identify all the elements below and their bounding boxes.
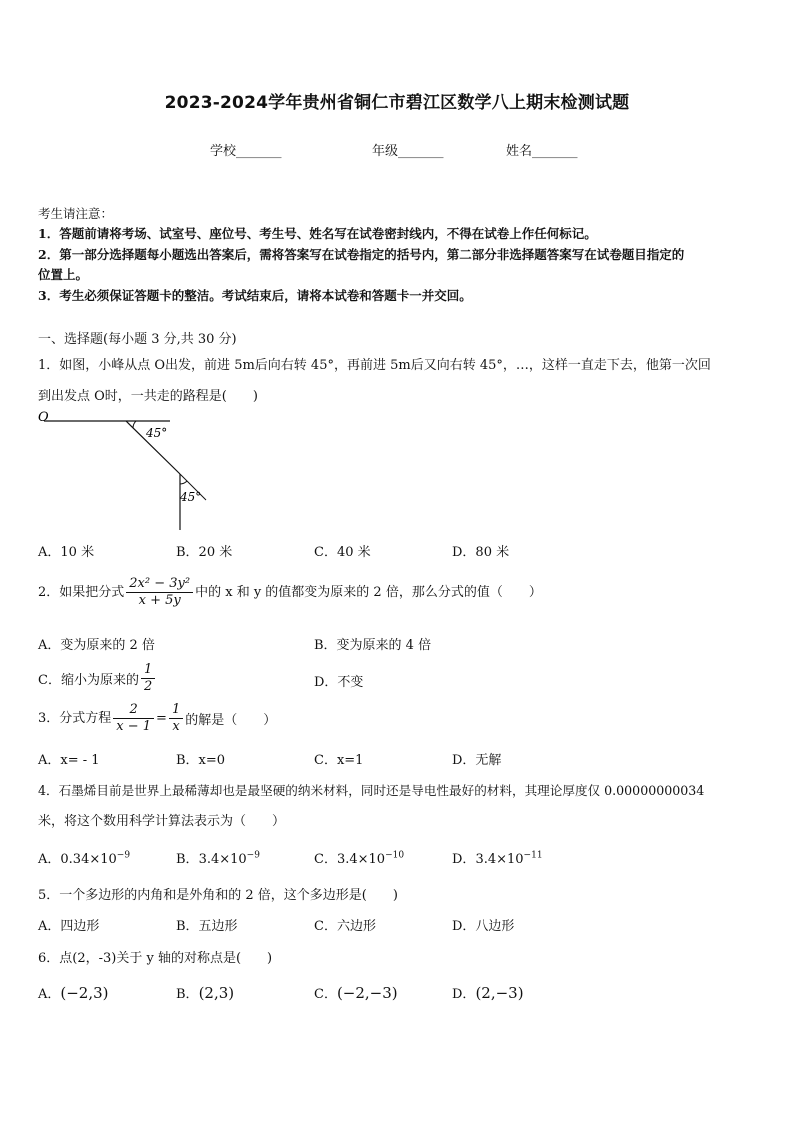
angle-arc-1 xyxy=(133,421,136,428)
q4-option-d xyxy=(452,848,543,867)
q4-stem: 米，将这个数用科学计算法表示为（ ） xyxy=(38,814,286,829)
q3-right-num: 1 xyxy=(169,702,183,719)
q1-figure xyxy=(34,406,224,536)
q6-option-b xyxy=(176,983,234,1002)
q1-option-a: A．10 米 xyxy=(38,545,95,560)
notes-heading: 考生请注意： xyxy=(38,206,114,221)
q6-option-d xyxy=(452,983,524,1002)
angle-arc-2 xyxy=(180,481,187,484)
school-field: 学校_______ xyxy=(210,144,282,159)
q6-option-c xyxy=(314,983,398,1002)
q3-left-fraction xyxy=(113,702,154,735)
note-item: 3．考生必须保证答题卡的整洁。考试结束后，请将本试卷和答题卡一并交回。 xyxy=(38,288,472,303)
point-o-label: O xyxy=(38,410,49,425)
q2-option-b: B．变为原来的 4 倍 xyxy=(314,638,432,653)
q2-stem xyxy=(38,576,542,609)
q6-option-a-label: A． xyxy=(38,987,61,1002)
name-field: 姓名_______ xyxy=(506,144,578,159)
q3-option-c: C．x=1 xyxy=(314,753,364,768)
q2-numerator: 2x² − 3y² xyxy=(126,576,193,593)
q4-option-c-base: 3.4×10 xyxy=(336,852,386,867)
note-item: 1．答题前请将考场、试室号、座位号、考生号、姓名写在试卷密封线内，不得在试卷上作任何标记。 xyxy=(38,226,597,241)
q2-option-c-den: 2 xyxy=(143,679,153,694)
q3-post: 的解是（ ） xyxy=(185,713,277,728)
q6-option-b-label: B． xyxy=(176,987,199,1002)
q4-option-d-label: D． xyxy=(452,852,476,867)
q1-stem: 1．如图，小峰从点 O出发，前进 5m后向右转 45°，再前进 5m后又向右转 45°，…，这样一直走下去，他第一次回 xyxy=(38,358,711,373)
q1-option-c: C．40 米 xyxy=(314,545,371,560)
q5-option-b: B．五边形 xyxy=(176,919,238,934)
q6-option-a-value: (−2,3) xyxy=(60,984,109,1002)
q6-option-b-value: (2,3) xyxy=(198,984,235,1002)
q4-stem: 4．石墨烯目前是世界上最稀薄却也是最坚硬的纳米材料，同时还是导电性最好的材料，其理论厚度仅 0.00000000034 xyxy=(38,783,705,798)
q3-option-a: A．x= - 1 xyxy=(38,753,100,768)
q2-fraction xyxy=(126,576,193,609)
q2-option-a: A．变为原来的 2 倍 xyxy=(38,638,155,653)
q4-option-c-exp: −10 xyxy=(385,850,405,861)
q6-option-a xyxy=(38,983,109,1002)
q3-left-num: 2 xyxy=(113,702,154,719)
q3-option-b: B．x=0 xyxy=(176,753,226,768)
q4-option-a-base: 0.34×10 xyxy=(60,852,117,867)
q3-equals: = xyxy=(156,711,167,726)
page-title: 2023-2024学年贵州省铜仁市碧江区数学八上期末检测试题 xyxy=(164,93,630,113)
note-item: 位置上。 xyxy=(38,267,89,282)
q1-option-d: D．80 米 xyxy=(452,545,510,560)
note-item: 2．第一部分选择题每小题选出答案后，需将答案写在试卷指定的括号内，第二部分非选择题答案写在试卷题目指定的 xyxy=(38,247,685,262)
q2-option-d: D．不变 xyxy=(314,675,364,690)
q1-stem: 到出发点 O时，一共走的路程是( ) xyxy=(38,389,258,404)
q6-option-c-value: (−2,−3) xyxy=(336,984,398,1002)
q3-pre: 3．分式方程 xyxy=(38,711,112,726)
q4-option-c-label: C． xyxy=(314,852,337,867)
q4-option-b-exp: −9 xyxy=(246,850,260,861)
q6-option-d-value: (2,−3) xyxy=(475,984,524,1002)
angle-label-2: 45° xyxy=(180,490,202,504)
q3-option-d: D．无解 xyxy=(452,753,502,768)
q4-option-d-exp: −11 xyxy=(523,850,543,861)
section-heading: 一、选择题(每小题 3 分,共 30 分) xyxy=(38,332,237,347)
q5-option-c: C．六边形 xyxy=(314,919,376,934)
q4-option-a-exp: −9 xyxy=(116,850,131,861)
q5-option-d: D．八边形 xyxy=(452,919,515,934)
q3-right-fraction xyxy=(169,702,183,735)
q4-option-b xyxy=(176,848,260,867)
q5-stem: 5．一个多边形的内角和是外角和的 2 倍，这个多边形是( ) xyxy=(38,888,398,903)
q2-option-c xyxy=(38,662,157,695)
q6-option-c-label: C． xyxy=(314,987,337,1002)
q2-pre: 2．如果把分式 xyxy=(38,585,125,600)
q4-option-a xyxy=(38,848,130,867)
q2-post: 中的 x 和 y 的值都变为原来的 2 倍，那么分式的值（ ） xyxy=(195,585,542,600)
q3-stem xyxy=(38,702,276,735)
q2-denominator: x + 5y xyxy=(138,593,181,608)
q4-option-d-base: 3.4×10 xyxy=(475,852,524,867)
q4-option-c xyxy=(314,848,404,867)
q4-option-b-base: 3.4×10 xyxy=(198,852,247,867)
q4-option-b-label: B． xyxy=(176,852,199,867)
grade-field: 年级_______ xyxy=(372,144,444,159)
q6-option-d-label: D． xyxy=(452,987,476,1002)
q4-option-a-label: A． xyxy=(38,852,61,867)
q3-left-den: x − 1 xyxy=(116,719,152,734)
q2-option-c-num: 1 xyxy=(141,662,155,679)
angle-label-1: 45° xyxy=(146,426,168,440)
q6-stem: 6．点(2，-3)关于 y 轴的对称点是( ) xyxy=(38,951,273,966)
q2-option-c-text: C．缩小为原来的 xyxy=(38,673,139,688)
q2-option-c-fraction xyxy=(141,662,155,695)
q3-right-den: x xyxy=(172,719,180,734)
q5-option-a: A．四边形 xyxy=(38,919,100,934)
q1-option-b: B．20 米 xyxy=(176,545,233,560)
